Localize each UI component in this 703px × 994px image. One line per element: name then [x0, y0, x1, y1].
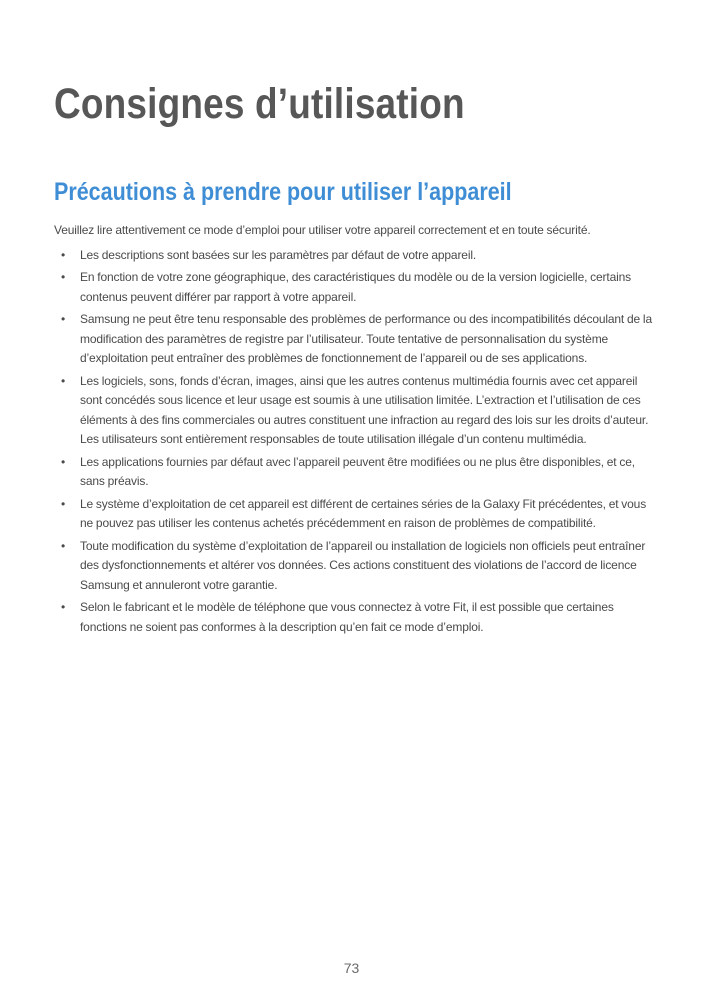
list-item: [54, 372, 654, 450]
list-item: [54, 453, 654, 492]
bullet-icon: •: [61, 247, 66, 262]
bullet-icon: •: [61, 270, 66, 284]
bullet-icon: •: [61, 312, 66, 326]
precautions-list: [54, 246, 654, 638]
list-item-text: Samsung ne peut être tenu responsable des problèmes de performance ou des incompatibilités découlant de la modification des paramètres de registre par l’utilisateur. Toute tentative de personnalisation du système d’exploitation peut entraîner des problèmes de fonctionnement de l’appareil ou de ses applications.: [80, 312, 652, 365]
intro-paragraph: Veuillez lire attentivement ce mode d’emploi pour utiliser votre appareil correctement et en toute sécurité.: [54, 223, 591, 237]
list-item-text: Les descriptions sont basées sur les paramètres par défaut de votre appareil.: [80, 247, 477, 262]
list-item: [54, 310, 654, 369]
bullet-icon: •: [61, 538, 66, 553]
list-item: [54, 268, 654, 307]
bullet-icon: •: [61, 373, 66, 388]
section-heading: Précautions à prendre pour utiliser l’appareil: [54, 178, 512, 206]
page-title: Consignes d’utilisation: [54, 80, 465, 128]
bullet-icon: •: [61, 496, 66, 511]
list-item-text: Toute modification du système d’exploitation de l’appareil ou installation de logiciels non officiels peut entraîner des dysfonctionnements et altérer vos données. Ces actions constituent des violations de l’accord de licence Samsung et annuleront votre garantie.: [80, 538, 646, 592]
list-item: [54, 537, 654, 596]
page-number: 73: [343, 960, 360, 976]
list-item-text: Les logiciels, sons, fonds d’écran, images, ainsi que les autres contenus multimédia fournis avec cet appareil sont concédés sous licence et leur usage est soumis à une utilisation limitée. L’extraction et l’utilisation de ces éléments à des fins commerciales ou autres constituent une infraction au regard des lois sur les droits d’auteur. Les utilisateurs sont entièrement responsables de toute utilisation illégale d’un contenu multimédia.: [80, 373, 649, 446]
list-item-text: Le système d’exploitation de cet appareil est différent de certaines séries de la Galaxy Fit précédentes, et vous ne pouvez pas utiliser les contenus achetés précédemment en raison de problèmes de compatibilité.: [80, 496, 647, 530]
body-content: [54, 221, 654, 640]
list-item: [54, 495, 654, 534]
list-item: [54, 598, 654, 637]
bullet-icon: •: [61, 600, 66, 614]
list-item-text: Selon le fabricant et le modèle de téléphone que vous connectez à votre Fit, il est possible que certaines fonctions ne soient pas conformes à la description qu’en fait ce mode d’emploi.: [80, 600, 614, 634]
list-item-text: Les applications fournies par défaut avec l’appareil peuvent être modifiées ou ne plus être disponibles, et ce, sans préavis.: [80, 454, 635, 488]
list-item: [54, 246, 654, 266]
bullet-icon: •: [61, 454, 66, 469]
list-item-text: En fonction de votre zone géographique, des caractéristiques du modèle ou de la version logicielle, certains contenus peuvent différer par rapport à votre appareil.: [80, 270, 631, 304]
